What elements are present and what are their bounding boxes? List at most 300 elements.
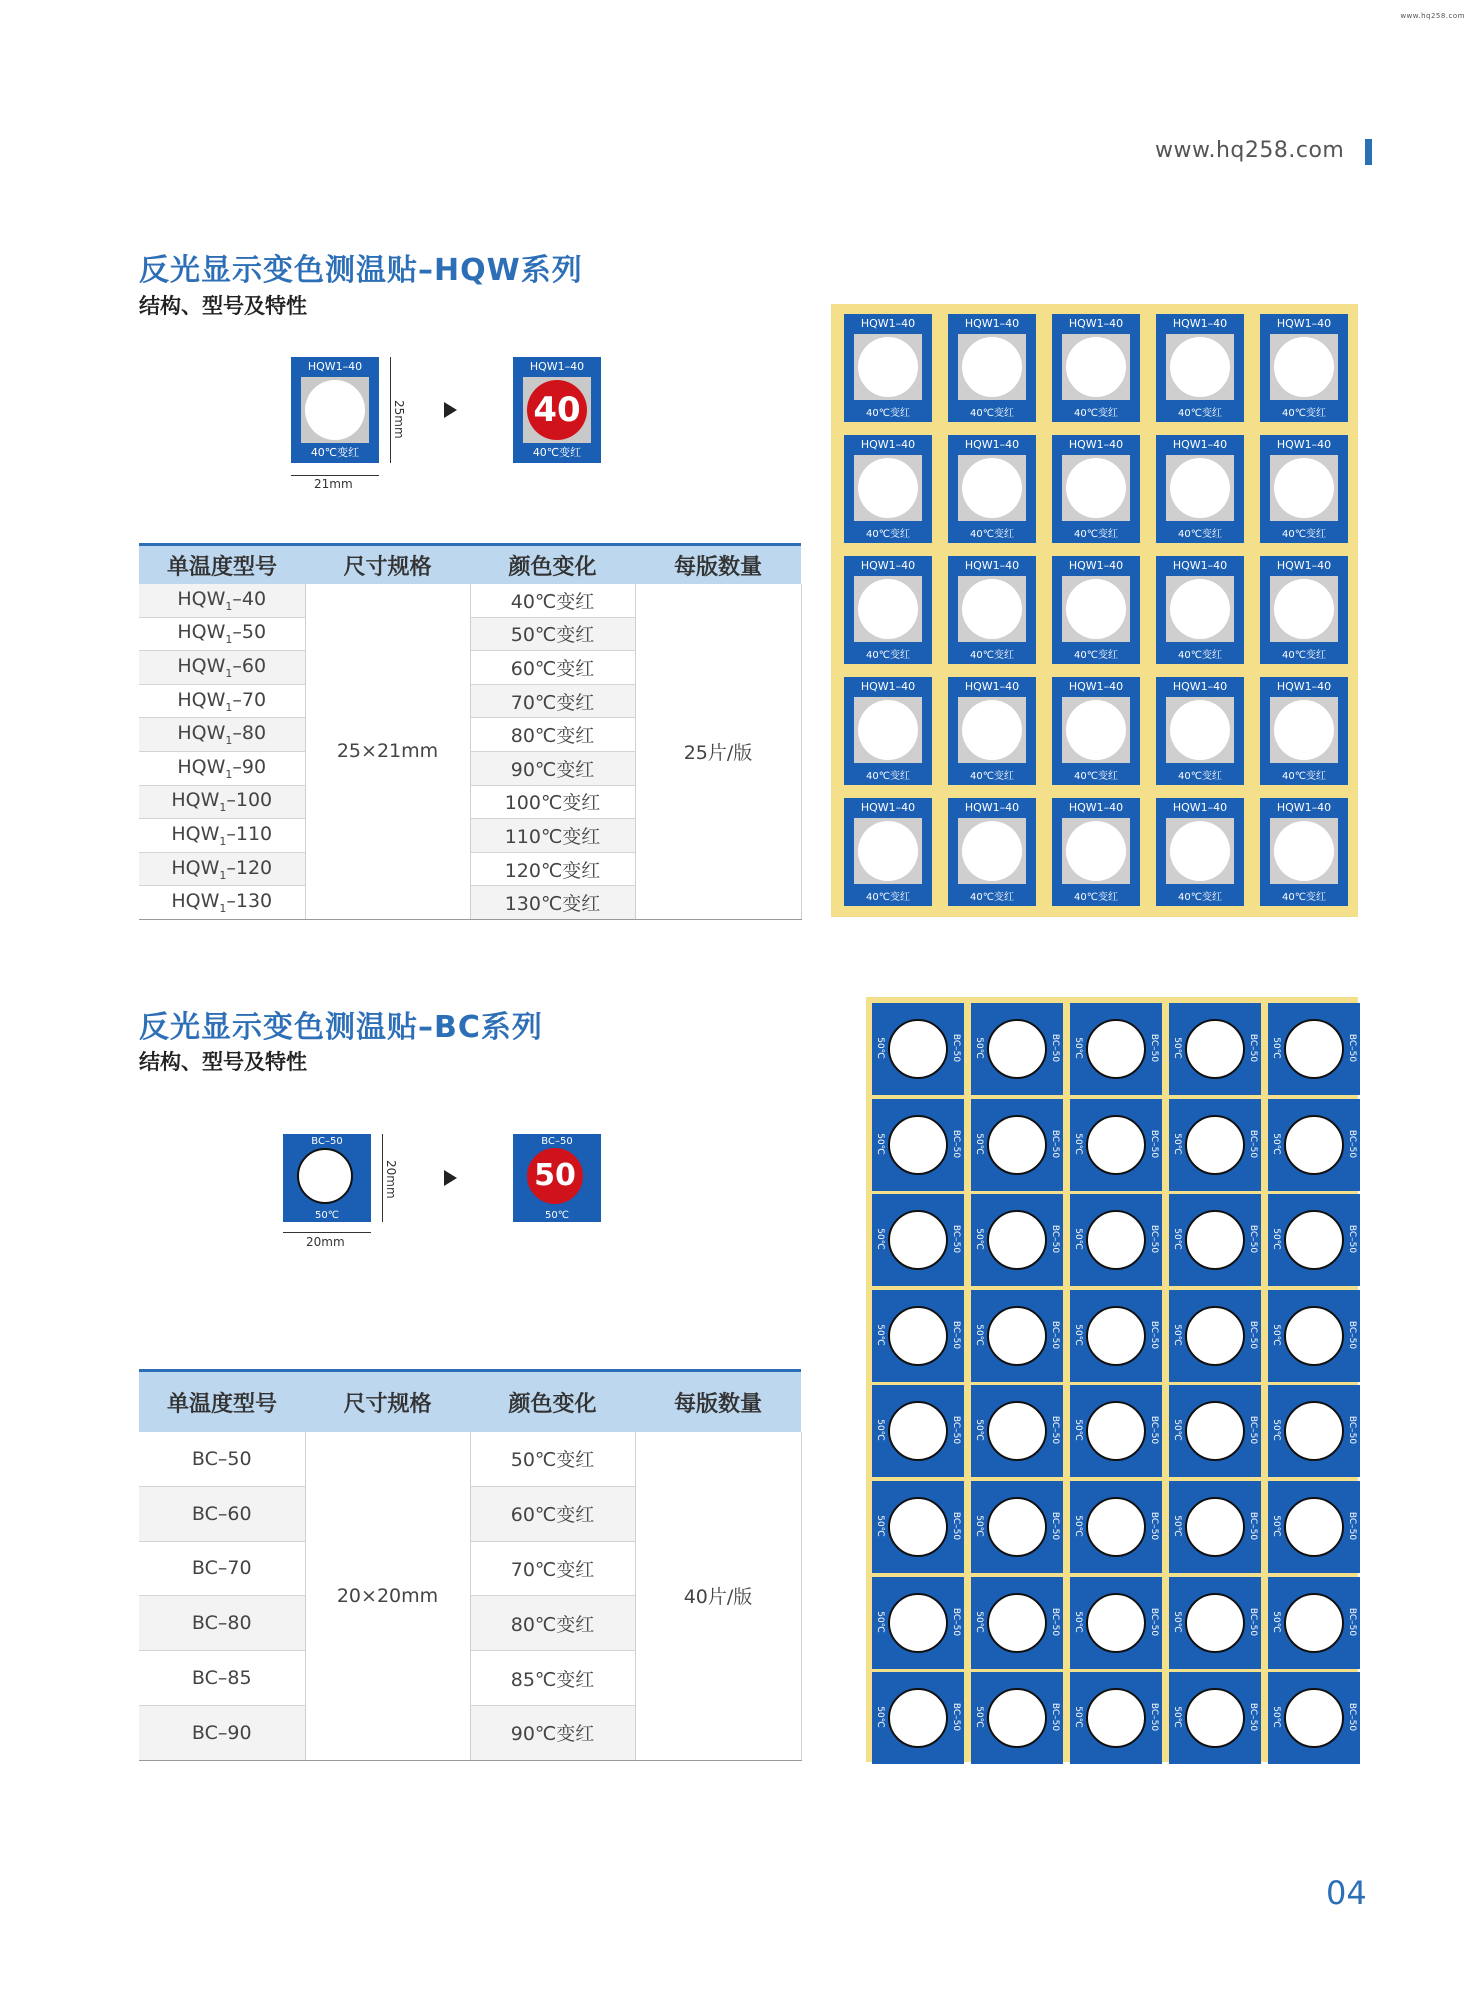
bc-sheet-sticker [872, 1099, 964, 1191]
hqw-section-subtitle: 结构、型号及特性 [139, 294, 307, 318]
color-change-cell: 80℃变红 [470, 718, 635, 752]
bc-sheet-sticker [1169, 1385, 1261, 1477]
indicator-circle-red: 50 [527, 1148, 583, 1204]
sticker-model-label: BC–50 [1347, 1511, 1357, 1541]
sticker-model-label: HQW1–40 [860, 438, 916, 451]
sticker-temp-label: 50℃ [1073, 1228, 1083, 1250]
indicator-circle [1086, 1210, 1146, 1270]
sticker-temp-label: 40℃变红 [1282, 529, 1326, 540]
sticker-temp-label: 50℃ [545, 1210, 569, 1221]
bc-sheet-sticker [1070, 1290, 1162, 1382]
sticker-temp-label: 50℃ [974, 1228, 984, 1250]
sticker-window [958, 576, 1026, 642]
sticker-temp-label: 40℃变红 [1282, 892, 1326, 903]
height-dimension-line [390, 357, 391, 463]
sticker-temp-label: 50℃ [1172, 1419, 1182, 1442]
sticker-model-label: BC–50 [951, 1033, 961, 1063]
bc-sheet-sticker [971, 1099, 1063, 1191]
sticker-temp-label: 40℃变红 [1074, 892, 1118, 903]
indicator-circle [962, 700, 1022, 760]
hqw-sheet-sticker [1156, 314, 1244, 422]
bc-sheet-sticker [1268, 1290, 1360, 1382]
indicator-circle [987, 1497, 1047, 1557]
col-header-size: 尺寸规格 [305, 1371, 470, 1433]
indicator-circle [1086, 1401, 1146, 1461]
sticker-temp-label: 40℃变红 [866, 650, 910, 661]
sticker-temp-label: 40℃变红 [1178, 529, 1222, 540]
indicator-circle [987, 1306, 1047, 1366]
hqw-sheet-sticker [1052, 798, 1140, 906]
indicator-circle [1170, 579, 1230, 639]
sticker-model-label: HQW1–40 [1172, 559, 1228, 572]
hqw-sheet-sticker [844, 677, 932, 785]
indicator-circle [1284, 1306, 1344, 1366]
sticker-model-label: HQW1–40 [964, 317, 1020, 330]
sticker-temp-label: 50℃ [1073, 1610, 1083, 1633]
color-change-cell: 80℃变红 [470, 1596, 635, 1651]
sticker-model-label: HQW1–40 [1068, 680, 1124, 693]
indicator-circle [1274, 821, 1334, 881]
sticker-temp-label: 40℃变红 [1178, 408, 1222, 419]
sticker-temp-label: 50℃ [1271, 1419, 1281, 1442]
model-cell: BC–50 [139, 1432, 305, 1486]
model-cell: BC–85 [139, 1651, 305, 1706]
bc-sheet-sticker [872, 1003, 964, 1095]
sticker-temp-label: 50℃ [1172, 1324, 1182, 1346]
indicator-circle [1066, 458, 1126, 518]
sticker-model-label: BC–50 [951, 1129, 961, 1158]
hqw-sheet-sticker [1260, 435, 1348, 543]
sticker-model-label: BC–50 [1248, 1511, 1258, 1541]
sticker-temp-label: 50℃ [974, 1610, 984, 1633]
sticker-window [854, 334, 922, 400]
hqw-sheet-sticker [948, 677, 1036, 785]
indicator-circle [962, 337, 1022, 397]
sticker-model-label: BC–50 [1149, 1033, 1159, 1063]
sticker-temp-label: 50℃ [1073, 1324, 1083, 1346]
sticker-temp-label: 50℃ [974, 1419, 984, 1442]
sticker-model-label: BC–50 [1050, 1607, 1060, 1636]
indicator-circle [858, 337, 918, 397]
sticker-model-label: BC–50 [951, 1703, 961, 1732]
indicator-circle [1185, 1210, 1245, 1270]
sticker-temp-label: 50℃ [1271, 1228, 1281, 1250]
indicator-circle [1086, 1115, 1146, 1175]
sticker-model-label: HQW1–40 [1172, 317, 1228, 330]
sticker-model-label: BC–50 [1347, 1416, 1357, 1445]
indicator-circle [1086, 1688, 1146, 1748]
hqw-sheet-sticker [1052, 677, 1140, 785]
hqw-sheet-sticker [844, 435, 932, 543]
width-dimension-line [291, 475, 379, 476]
indicator-circle [1066, 700, 1126, 760]
col-header-qty: 每版数量 [635, 1371, 801, 1433]
sticker-model-label: HQW1–40 [964, 438, 1020, 451]
indicator-circle [1086, 1306, 1146, 1366]
sticker-window [854, 455, 922, 521]
bc-sticker-after [513, 1134, 601, 1222]
hqw-section-title: 反光显示变色测温贴–HQW系列 [139, 253, 583, 288]
model-cell: $HQW_1-120$ [139, 852, 305, 886]
indicator-circle [1170, 337, 1230, 397]
sticker-temp-label: 40℃变红 [1282, 771, 1326, 782]
sticker-model-label: BC–50 [1248, 1129, 1258, 1158]
bc-sheet-sticker [1070, 1003, 1162, 1095]
hqw-sheet-sticker [844, 798, 932, 906]
indicator-circle [1284, 1115, 1344, 1175]
sticker-window [1062, 697, 1130, 763]
sticker-window [854, 697, 922, 763]
indicator-circle [1185, 1401, 1245, 1461]
sticker-temp-label: 50℃ [1271, 1706, 1281, 1728]
bc-sheet-sticker [872, 1577, 964, 1669]
indicator-circle [1185, 1497, 1245, 1557]
bc-spec-table [139, 1369, 802, 1761]
color-change-cell: 50℃变红 [470, 617, 635, 651]
table-header-row [139, 1371, 801, 1433]
bc-sheet-sticker [971, 1672, 1063, 1764]
color-change-cell: 120℃变红 [470, 852, 635, 886]
sticker-temp-label: 40℃变红 [1074, 650, 1118, 661]
model-cell: $HQW_1-90$ [139, 751, 305, 785]
sticker-window [1270, 334, 1338, 400]
bc-sheet-sticker [1268, 1385, 1360, 1477]
sticker-temp-label: 40℃变红 [970, 892, 1014, 903]
sticker-window [1166, 818, 1234, 884]
hqw-sheet-sticker [1156, 556, 1244, 664]
bc-sheet-sticker [1070, 1099, 1162, 1191]
sticker-temp-label: 50℃ [1271, 1132, 1281, 1155]
indicator-circle [297, 1148, 353, 1204]
sticker-temp-label: 40℃变红 [532, 446, 582, 459]
table-row [139, 584, 801, 617]
sticker-model-label: HQW1–40 [860, 559, 916, 572]
sticker-model-label: HQW1–40 [964, 559, 1020, 572]
sticker-window [1166, 455, 1234, 521]
hqw-sheet-sticker [1052, 314, 1140, 422]
indicator-circle [1066, 821, 1126, 881]
sticker-model-label: HQW1–40 [1276, 680, 1332, 693]
bc-section-title: 反光显示变色测温贴–BC系列 [139, 1010, 543, 1045]
sticker-window [1166, 334, 1234, 400]
sticker-temp-label: 50℃ [1172, 1515, 1182, 1537]
indicator-circle [1066, 579, 1126, 639]
bc-sheet-sticker [1268, 1099, 1360, 1191]
bc-sheet-sticker [872, 1290, 964, 1382]
bc-sheet-sticker [971, 1481, 1063, 1573]
sticker-model-label: HQW1–40 [1172, 680, 1228, 693]
sticker-model-label: BC–50 [1248, 1033, 1258, 1063]
indicator-circle [1086, 1497, 1146, 1557]
hqw-sheet-sticker [1156, 435, 1244, 543]
sticker-temp-label: 50℃ [875, 1324, 885, 1346]
model-cell: $HQW_1-50$ [139, 617, 305, 651]
sticker-temp-label: 40℃变红 [1074, 529, 1118, 540]
model-cell: BC–70 [139, 1541, 305, 1596]
indicator-circle [1284, 1497, 1344, 1557]
indicator-circle [962, 579, 1022, 639]
page-number: 04 [1326, 1874, 1367, 1912]
sticker-model-label: BC–50 [1248, 1416, 1258, 1445]
model-cell: $HQW_1-60$ [139, 651, 305, 685]
col-header-qty: 每版数量 [635, 545, 801, 585]
sticker-temp-label: 50℃ [974, 1037, 984, 1059]
sticker-temp-label: 40℃变红 [970, 771, 1014, 782]
sticker-temp-label: 50℃ [1172, 1037, 1182, 1059]
bc-sheet-sticker [1070, 1385, 1162, 1477]
bc-sheet-sticker [1169, 1481, 1261, 1573]
sticker-window [1062, 334, 1130, 400]
indicator-circle [1185, 1593, 1245, 1653]
model-cell: BC–80 [139, 1596, 305, 1651]
sticker-model-label: BC–50 [1347, 1225, 1357, 1254]
sticker-window [1270, 455, 1338, 521]
sticker-window [1062, 455, 1130, 521]
sticker-model-label: HQW1–40 [529, 360, 585, 373]
sticker-temp-label: 40℃变红 [1178, 650, 1222, 661]
indicator-circle [987, 1210, 1047, 1270]
hqw-sheet-sticker [948, 314, 1036, 422]
sticker-temp-label: 40℃变红 [866, 529, 910, 540]
bc-sheet-sticker [872, 1481, 964, 1573]
indicator-circle [1086, 1593, 1146, 1653]
col-header-size: 尺寸规格 [305, 545, 470, 585]
hqw-sheet-sticker [948, 435, 1036, 543]
model-cell: BC–60 [139, 1486, 305, 1541]
bc-sheet-sticker [1169, 1194, 1261, 1286]
indicator-circle [858, 458, 918, 518]
col-header-color-change: 颜色变化 [470, 545, 635, 585]
sticker-temp-label: 40℃变红 [1074, 408, 1118, 419]
hqw-sticker-after [513, 357, 601, 463]
bc-sheet-sticker [1169, 1099, 1261, 1191]
hqw-sheet-sticker [948, 556, 1036, 664]
width-dimension-label: 20mm [306, 1235, 345, 1249]
sticker-model-label: BC–50 [1347, 1129, 1357, 1158]
sticker-temp-label: 50℃ [1073, 1515, 1083, 1537]
sticker-model-label: HQW1–40 [1068, 559, 1124, 572]
sticker-temp-label: 40℃变红 [1282, 408, 1326, 419]
sticker-window [958, 334, 1026, 400]
bc-sheet-sticker [971, 1385, 1063, 1477]
col-header-model: 单温度型号 [139, 545, 305, 585]
qty-cell: 40片/版 [635, 1432, 801, 1760]
sticker-temp-label: 50℃ [875, 1419, 885, 1442]
sticker-model-label: HQW1–40 [1276, 559, 1332, 572]
width-dimension-label: 21mm [314, 477, 353, 491]
arrow-right-icon [444, 1170, 457, 1186]
indicator-circle-red: 40 [527, 380, 587, 440]
sticker-temp-label: 50℃ [875, 1132, 885, 1155]
indicator-circle [1274, 337, 1334, 397]
indicator-circle [1284, 1593, 1344, 1653]
indicator-circle [858, 579, 918, 639]
sticker-temp-label: 50℃ [1172, 1228, 1182, 1250]
sticker-model-label: BC–50 [1149, 1129, 1159, 1158]
bc-sheet-sticker [1169, 1672, 1261, 1764]
sticker-temp-label: 50℃ [1271, 1324, 1281, 1346]
bc-sheet-sticker [1268, 1577, 1360, 1669]
sticker-model-label: BC–50 [1050, 1511, 1060, 1541]
bc-sheet-sticker [1169, 1003, 1261, 1095]
col-header-color-change: 颜色变化 [470, 1371, 635, 1433]
col-header-model: 单温度型号 [139, 1371, 305, 1433]
hqw-sheet-sticker [1260, 677, 1348, 785]
sticker-temp-label: 40℃变红 [970, 529, 1014, 540]
sticker-model-label: HQW1–40 [860, 680, 916, 693]
sticker-model-label: BC–50 [1050, 1416, 1060, 1445]
color-change-cell: 60℃变红 [470, 1486, 635, 1541]
color-change-cell: 130℃变红 [470, 886, 635, 920]
bc-sheet-sticker [1268, 1672, 1360, 1764]
bc-sheet-sticker [1268, 1003, 1360, 1095]
sticker-model-label: BC–50 [1149, 1511, 1159, 1541]
sticker-model-label: BC–50 [951, 1225, 961, 1254]
sticker-model-label: HQW1–40 [1276, 317, 1332, 330]
sticker-temp-label: 50℃ [974, 1132, 984, 1155]
sticker-temp-label: 40℃变红 [1074, 771, 1118, 782]
color-change-cell: 40℃变红 [470, 584, 635, 617]
model-cell: BC–90 [139, 1705, 305, 1760]
sticker-model-label: BC–50 [1347, 1703, 1357, 1732]
indicator-circle [962, 821, 1022, 881]
bc-sheet-sticker [1070, 1577, 1162, 1669]
sticker-temp-label: 50℃ [315, 1210, 339, 1221]
hqw-sheet-sticker [1052, 435, 1140, 543]
indicator-circle [858, 700, 918, 760]
indicator-circle [1284, 1688, 1344, 1748]
sticker-window [1166, 576, 1234, 642]
bc-sheet-sticker [1169, 1577, 1261, 1669]
indicator-circle [1284, 1401, 1344, 1461]
color-change-cell: 90℃变红 [470, 1705, 635, 1760]
indicator-circle [888, 1115, 948, 1175]
sticker-temp-label: 50℃ [1271, 1610, 1281, 1633]
sticker-model-label: HQW1–40 [307, 360, 363, 373]
sticker-model-label: HQW1–40 [1068, 801, 1124, 814]
color-change-cell: 100℃变红 [470, 785, 635, 819]
sticker-window [854, 576, 922, 642]
sticker-window [958, 818, 1026, 884]
indicator-circle [888, 1401, 948, 1461]
sticker-model-label: BC–50 [541, 1136, 573, 1147]
model-cell: $HQW_1-70$ [139, 684, 305, 718]
sticker-model-label: HQW1–40 [964, 680, 1020, 693]
sticker-temp-label: 40℃变红 [970, 408, 1014, 419]
indicator-circle [888, 1688, 948, 1748]
url-accent-bar [1365, 139, 1372, 165]
indicator-circle [1170, 458, 1230, 518]
bc-sheet-sticker [971, 1577, 1063, 1669]
indicator-circle [1170, 700, 1230, 760]
sticker-temp-label: 50℃ [1172, 1610, 1182, 1633]
hqw-sheet-sticker [1052, 556, 1140, 664]
sticker-model-label: BC–50 [1149, 1225, 1159, 1254]
sticker-model-label: BC–50 [1050, 1225, 1060, 1254]
indicator-circle [305, 380, 365, 440]
hqw-sheet-sticker [1260, 314, 1348, 422]
hqw-sheet-sticker [1156, 677, 1244, 785]
sticker-temp-label: 40℃变红 [1178, 892, 1222, 903]
sticker-window [958, 697, 1026, 763]
sticker-model-label: BC–50 [1347, 1320, 1357, 1349]
height-dimension-line [382, 1134, 383, 1222]
hqw-sheet-sticker [1156, 798, 1244, 906]
indicator-circle [888, 1497, 948, 1557]
sticker-model-label: BC–50 [1347, 1033, 1357, 1063]
sticker-temp-label: 40℃变红 [866, 892, 910, 903]
sticker-window [1062, 576, 1130, 642]
sticker-temp-label: 50℃ [875, 1610, 885, 1633]
color-change-cell: 90℃变红 [470, 751, 635, 785]
model-cell: $HQW_1-80$ [139, 718, 305, 752]
hqw-sheet-sticker [844, 314, 932, 422]
indicator-circle [1284, 1210, 1344, 1270]
indicator-circle [888, 1210, 948, 1270]
sticker-model-label: BC–50 [1050, 1033, 1060, 1063]
sticker-temp-label: 50℃ [875, 1037, 885, 1059]
indicator-circle [1274, 458, 1334, 518]
sticker-window [1270, 697, 1338, 763]
sticker-model-label: BC–50 [311, 1136, 343, 1147]
sticker-temp-label: 40℃变红 [866, 408, 910, 419]
sticker-temp-label: 50℃ [1073, 1706, 1083, 1728]
sticker-temp-label: 50℃ [974, 1515, 984, 1537]
sticker-model-label: HQW1–40 [1172, 438, 1228, 451]
sticker-temp-label: 50℃ [1073, 1419, 1083, 1442]
sticker-model-label: BC–50 [951, 1607, 961, 1636]
sticker-temp-label: 40℃变红 [866, 771, 910, 782]
bc-sheet-sticker [1070, 1481, 1162, 1573]
height-dimension-label: 20mm [384, 1160, 398, 1199]
sticker-model-label: HQW1–40 [964, 801, 1020, 814]
color-change-cell: 85℃变红 [470, 1651, 635, 1706]
indicator-circle [1274, 700, 1334, 760]
sticker-temp-label: 50℃ [1172, 1132, 1182, 1155]
hqw-sheet-sticker [844, 556, 932, 664]
color-change-cell: 60℃变红 [470, 651, 635, 685]
sticker-model-label: HQW1–40 [860, 801, 916, 814]
height-dimension-label: 25mm [392, 400, 406, 439]
website-url[interactable]: www.hq258.com [1155, 138, 1345, 163]
sticker-model-label: BC–50 [1149, 1320, 1159, 1349]
size-cell: 20×20mm [305, 1432, 470, 1760]
sticker-temp-label: 50℃ [1073, 1132, 1083, 1155]
bc-sheet-sticker [1268, 1481, 1360, 1573]
sticker-temp-label: 50℃ [1271, 1037, 1281, 1059]
indicator-circle [888, 1306, 948, 1366]
color-change-cell: 50℃变红 [470, 1432, 635, 1486]
indicator-circle [1185, 1306, 1245, 1366]
sticker-temp-label: 40℃变红 [1178, 771, 1222, 782]
bc-sheet-sticker [1268, 1194, 1360, 1286]
model-cell: $HQW_1-100$ [139, 785, 305, 819]
color-change-cell: 70℃变红 [470, 684, 635, 718]
indicator-circle [962, 458, 1022, 518]
sticker-model-label: BC–50 [1050, 1703, 1060, 1732]
indicator-circle [987, 1593, 1047, 1653]
sticker-model-label: BC–50 [1149, 1607, 1159, 1636]
sticker-model-label: HQW1–40 [1172, 801, 1228, 814]
width-dimension-line [283, 1232, 371, 1233]
indicator-circle [888, 1593, 948, 1653]
color-change-cell: 70℃变红 [470, 1541, 635, 1596]
sticker-window [301, 377, 369, 443]
sticker-temp-label: 50℃ [1073, 1037, 1083, 1059]
sticker-temp-label: 50℃ [1271, 1515, 1281, 1537]
indicator-circle [1066, 337, 1126, 397]
sticker-window [1270, 576, 1338, 642]
